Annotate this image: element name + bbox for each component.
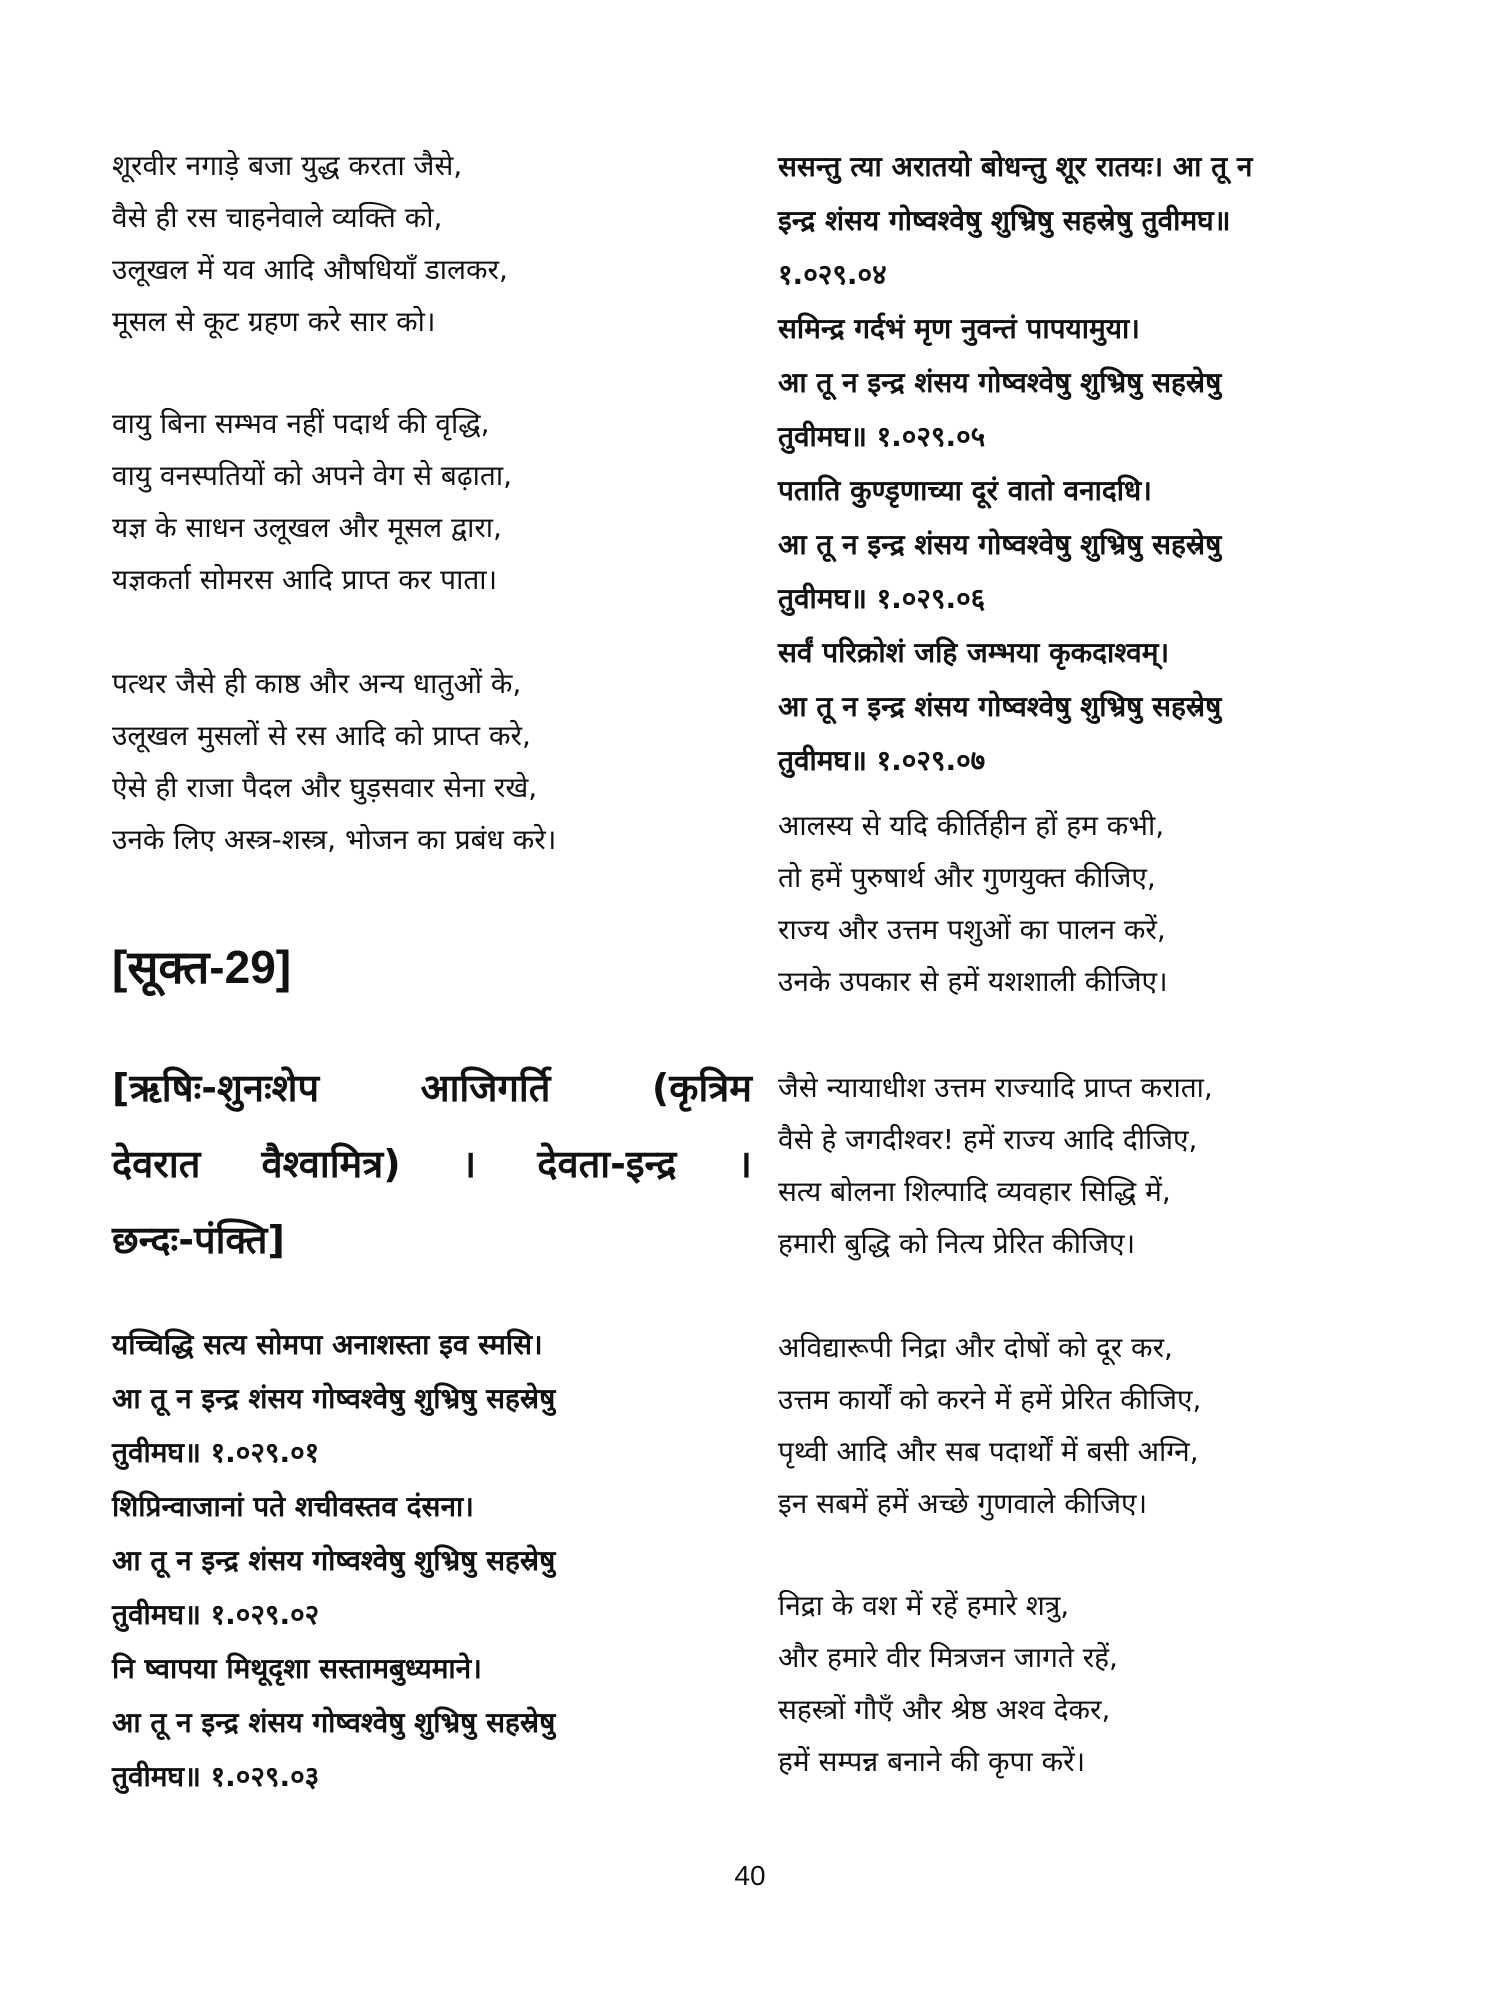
verse-line: उनके उपकार से हमें यशशाली कीजिए। [778, 965, 1168, 998]
sanskrit-line: तुवीमघ॥ १.०२९.०७ [778, 744, 986, 777]
hindi-stanza-3 [112, 658, 556, 866]
hindi-stanza-4 [778, 800, 1168, 1008]
verse-line: यज्ञ के साधन उलूखल और मूसल द्वारा, [112, 511, 502, 544]
chhanda-label: छन्दः-पंक्ति] [112, 1218, 285, 1262]
page-number: 40 [734, 1860, 766, 1891]
verse-line: सत्य बोलना शिल्पादि व्यवहार सिद्धि में, [778, 1175, 1171, 1208]
sanskrit-line: आ तू न इन्द्र शंसय गोष्वश्वेषु शुभ्रिषु सहस्रेषु [778, 528, 1222, 561]
sanskrit-line: पताति कुण्डृणाच्या दूरं वातो वनादधि। [778, 474, 1152, 507]
sanskrit-line: नि ष्वापया मिथूदृशा सस्तामबुध्यमाने। [112, 1652, 482, 1685]
rishi-word: वैश्वामित्र) [261, 1142, 401, 1186]
verse-line: इन सबमें हमें अच्छे गुणवाले कीजिए। [778, 1487, 1148, 1520]
rishi-devata-chhanda [112, 1050, 752, 1278]
sanskrit-line: सर्वं परिक्रोशं जहि जम्भया कृकदाश्वम्। [778, 636, 1170, 669]
hindi-stanza-7 [778, 1580, 1118, 1788]
rishi-word: । [737, 1142, 752, 1186]
sanskrit-line: आ तू न इन्द्र शंसय गोष्वश्वेषु शुभ्रिषु सहस्रेषु [778, 690, 1222, 723]
sanskrit-line: समिन्द्र गर्दभं मृण नुवन्तं पापयामुया। [778, 312, 1140, 345]
sanskrit-line: इन्द्र शंसय गोष्वश्वेषु शुभ्रिषु सहस्रेषु तुवीमघ॥ [778, 204, 1231, 237]
verse-line: राज्य और उत्तम पशुओं का पालन करें, [778, 913, 1166, 946]
verse-line: उलूखल में यव आदि औषधियाँ डालकर, [112, 253, 508, 286]
verse-line: तो हमें पुरुषार्थ और गुणयुक्त कीजिए, [778, 861, 1156, 894]
verse-line: निद्रा के वश में रहें हमारे शत्रु, [778, 1589, 1070, 1622]
sanskrit-line: आ तू न इन्द्र शंसय गोष्वश्वेषु शुभ्रिषु सहस्रेषु [112, 1706, 556, 1739]
sanskrit-line: आ तू न इन्द्र शंसय गोष्वश्वेषु शुभ्रिषु सहस्रेषु [778, 366, 1222, 399]
sanskrit-mantras-right [778, 140, 1252, 788]
sanskrit-mantras-left [112, 1318, 555, 1804]
rishi-line-3 [112, 1202, 752, 1278]
verse-line: मूसल से कूट ग्रहण करे सार को। [112, 305, 436, 338]
sanskrit-line: शिप्रिन्वाजानां पते शचीवस्तव दंसना। [112, 1490, 474, 1523]
verse-line: जैसे न्यायाधीश उत्तम राज्यादि प्राप्त कराता, [778, 1071, 1213, 1104]
rishi-word: देवरात [112, 1142, 201, 1186]
verse-line: पृथ्वी आदि और सब पदार्थों में बसी अग्नि, [778, 1435, 1199, 1468]
verse-line: वायु वनस्पतियों को अपने वेग से बढ़ाता, [112, 459, 513, 492]
sanskrit-line: आ तू न इन्द्र शंसय गोष्वश्वेषु शुभ्रिषु सहस्रेषु [112, 1382, 556, 1415]
verse-line: हमारी बुद्धि को नित्य प्रेरित कीजिए। [778, 1227, 1136, 1260]
verse-line: सहस्त्रों गौएँ और श्रेष्ठ अश्व देकर, [778, 1693, 1111, 1726]
sanskrit-line: तुवीमघ॥ १.०२९.०५ [778, 420, 986, 453]
verse-line: उत्तम कार्यों को करने में हमें प्रेरित कीजिए, [778, 1383, 1202, 1416]
verse-line: आलस्य से यदि कीर्तिहीन हों हम कभी, [778, 809, 1165, 842]
rishi-line-2 [112, 1126, 752, 1202]
verse-line: पत्थर जैसे ही काष्ठ और अन्य धातुओं के, [112, 667, 522, 700]
sukta-heading: [सूक्त-29] [112, 941, 292, 993]
verse-line: उनके लिए अस्त्र-शस्त्र, भोजन का प्रबंध करे। [112, 823, 557, 856]
hindi-stanza-1 [112, 140, 508, 348]
rishi-word: [ऋषिः-शुनःशेप [112, 1066, 320, 1110]
verse-line: वैसे ही रस चाहनेवाले व्यक्ति को, [112, 201, 443, 234]
hindi-stanza-5 [778, 1062, 1213, 1270]
verse-line: हमें सम्पन्न बनाने की कृपा करें। [778, 1745, 1086, 1778]
sanskrit-line: तुवीमघ॥ १.०२९.०६ [778, 582, 986, 615]
rishi-word: देवता-इन्द्र [537, 1142, 677, 1186]
sanskrit-line: यच्चिद्धि सत्य सोमपा अनाशस्ता इव स्मसि। [112, 1328, 543, 1361]
sanskrit-line: तुवीमघ॥ १.०२९.०२ [112, 1598, 320, 1631]
verse-line: वायु बिना सम्भव नहीं पदार्थ की वृद्धि, [112, 407, 490, 440]
hindi-stanza-6 [778, 1322, 1201, 1530]
verse-line: और हमारे वीर मित्रजन जागते रहें, [778, 1641, 1118, 1674]
sanskrit-line: ससन्तु त्या अरातयो बोधन्तु शूर रातयः। आ तू न [778, 150, 1253, 183]
verse-line: ऐसे ही राजा पैदल और घुड़सवार सेना रखे, [112, 771, 538, 804]
sanskrit-line: आ तू न इन्द्र शंसय गोष्वश्वेषु शुभ्रिषु सहस्रेषु [112, 1544, 556, 1577]
sanskrit-line: १.०२९.०४ [778, 258, 887, 291]
verse-line: वैसे हे जगदीश्वर! हमें राज्य आदि दीजिए, [778, 1123, 1198, 1156]
verse-line: यज्ञकर्ता सोमरस आदि प्राप्त कर पाता। [112, 563, 498, 596]
hindi-stanza-2 [112, 398, 512, 606]
rishi-word: आजिगर्ति [420, 1066, 551, 1110]
sanskrit-line: तुवीमघ॥ १.०२९.०१ [112, 1436, 320, 1469]
rishi-word: (कृत्रिम [651, 1066, 752, 1110]
rishi-line-1 [112, 1050, 752, 1126]
verse-line: अविद्यारूपी निद्रा और दोषों को दूर कर, [778, 1331, 1173, 1364]
sanskrit-line: तुवीमघ॥ १.०२९.०३ [112, 1760, 320, 1793]
verse-line: उलूखल मुसलों से रस आदि को प्राप्त करे, [112, 719, 531, 752]
verse-line: शूरवीर नगाड़े बजा युद्ध करता जैसे, [112, 149, 463, 182]
rishi-word: । [461, 1142, 477, 1186]
